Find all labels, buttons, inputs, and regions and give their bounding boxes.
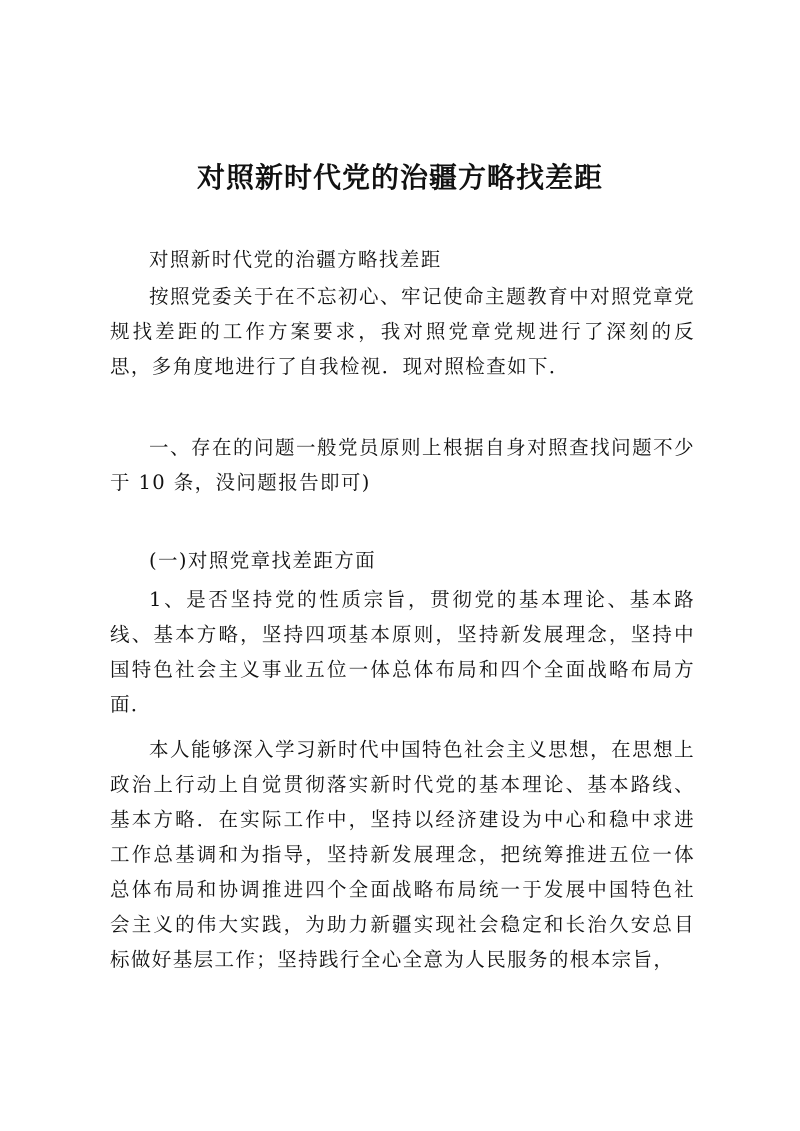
document-title: 对照新时代党的治疆方略找差距 — [196, 161, 603, 194]
paragraph-intro: 按照党委关于在不忘初心、牢记使命主题教育中对照党章党规找差距的工作方案要求，我对照党章党规进行了深刻的反思，多角度地进行了自我检视．现对照检查如下． — [110, 285, 695, 378]
paragraph-item-1: 1、是否坚持党的性质宗旨，贯彻党的基本理论、基本路线、基本方略，坚持四项基本原则，坚持新发展理念，坚持中国特色社会主义事业五位一体总体布局和四个全面战略布局方面． — [110, 588, 695, 716]
paragraph-section-heading: 一、存在的问题一般党员原则上根据自身对照查找问题不少于 10 条，没问题报告即可) — [110, 436, 695, 494]
paragraph-subtitle: 对照新时代党的治疆方略找差距 — [149, 248, 442, 271]
paragraph-body: 本人能够深入学习新时代中国特色社会主义思想，在思想上政治上行动上自觉贯彻落实新时代党的基本理论、基本路线、基本方略．在实际工作中，坚持以经济建设为中心和稳中求进工作总基调和为指导，坚持新发展理念，把统筹推进五位一体总体布局和协调推进四个全面战略布局统一于发展中国特色社会主义的伟大实践，为助力新疆实现社会稳定和长治久安总目标做好基层工作；坚持践行全心全意为人民服务的根本宗旨， — [110, 738, 695, 971]
paragraph-subsection-heading: (一)对照党章找差距方面 — [149, 549, 377, 572]
